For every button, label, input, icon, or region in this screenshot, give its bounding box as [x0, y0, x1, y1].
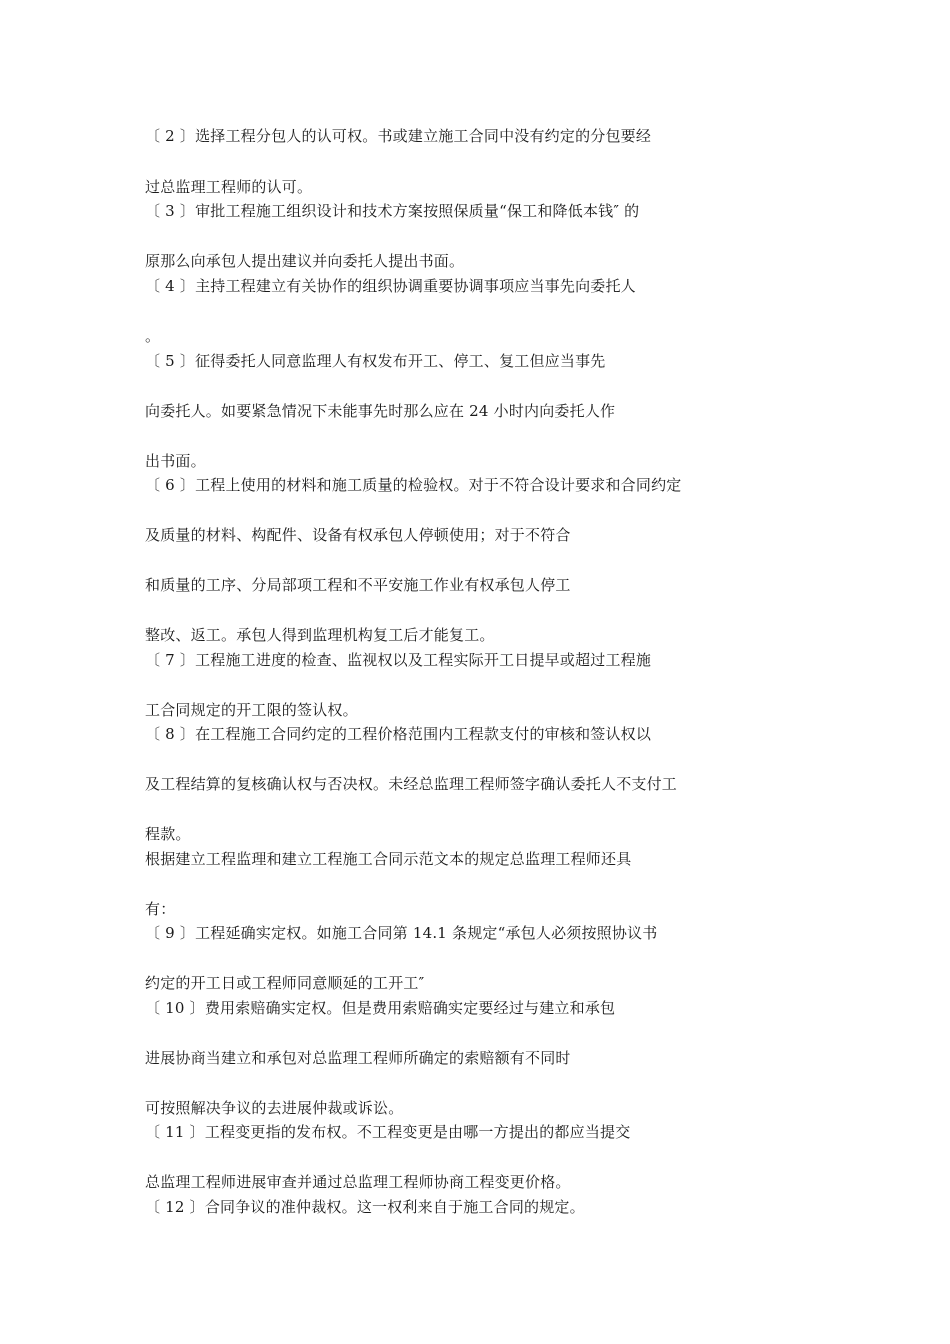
text-line: 进展协商当建立和承包对总监理工程师所确定的索赔额有不同时 — [145, 1049, 571, 1067]
text-line: 〔 4 〕主持工程建立有关协作的组织协调重要协调事项应当事先向委托人 — [145, 277, 636, 295]
text-line: 总监理工程师进展审查并通过总监理工程师协商工程变更价格。 — [145, 1173, 571, 1191]
text-line: 约定的开工日或工程师同意顺延的工开工″ — [145, 974, 425, 992]
text-line: 〔 11 〕工程变更指的发布权。不工程变更是由哪一方提出的都应当提交 — [145, 1123, 631, 1141]
text-line: 〔 7 〕工程施工进度的检查、监视权以及工程实际开工日提早或超过工程施 — [145, 651, 652, 669]
text-line: 和质量的工序、分局部项工程和不平安施工作业有权承包人停工 — [145, 576, 571, 594]
text-line: 及工程结算的复核确认权与否决权。未经总监理工程师签字确认委托人不支付工 — [145, 775, 678, 793]
text-line: 有： — [145, 900, 176, 918]
text-line: 整改、返工。承包人得到监理机构复工后才能复工。 — [145, 626, 495, 644]
text-line: 工合同规定的开工限的签认权。 — [145, 701, 358, 719]
text-line: 出书面。 — [145, 452, 206, 470]
text-line: 原那么向承包人提出建议并向委托人提出书面。 — [145, 252, 465, 270]
text-line: 根据建立工程监理和建立工程施工合同示范文本的规定总监理工程师还具 — [145, 850, 632, 868]
text-line: 可按照解决争议的去进展仲裁或诉讼。 — [145, 1099, 404, 1117]
text-line: 程款。 — [145, 825, 191, 843]
text-line: 〔 5 〕征得委托人同意监理人有权发布开工、停工、复工但应当事先 — [145, 352, 606, 370]
text-line: 过总监理工程师的认可。 — [145, 178, 313, 196]
text-line: 〔 12 〕合同争议的准仲裁权。这一权利来自于施工合同的规定。 — [145, 1198, 585, 1216]
text-line: 及质量的材料、构配件、设备有权承包人停顿使用；对于不符合 — [145, 526, 571, 544]
text-line: 。 — [145, 327, 161, 345]
text-line: 〔 9 〕工程延确实定权。如施工合同第 14.1 条规定“承包人必须按照协议书 — [145, 924, 658, 942]
text-line: 〔 10 〕费用索赔确实定权。但是费用索赔确实定要经过与建立和承包 — [145, 999, 616, 1017]
text-line: 〔 3 〕审批工程施工组织设计和技术方案按照保质量“保工和降低本钱″ 的 — [145, 202, 640, 220]
text-line: 〔 2 〕选择工程分包人的认可权。书或建立施工合同中没有约定的分包要经 — [145, 127, 652, 145]
text-line: 〔 8 〕在工程施工合同约定的工程价格范围内工程款支付的审核和签认权以 — [145, 725, 652, 743]
text-line: 向委托人。如要紧急情况下未能事先时那么应在 24 小时内向委托人作 — [145, 402, 616, 420]
text-line: 〔 6 〕工程上使用的材料和施工质量的检验权。对于不符合设计要求和合同约定 — [145, 476, 682, 494]
